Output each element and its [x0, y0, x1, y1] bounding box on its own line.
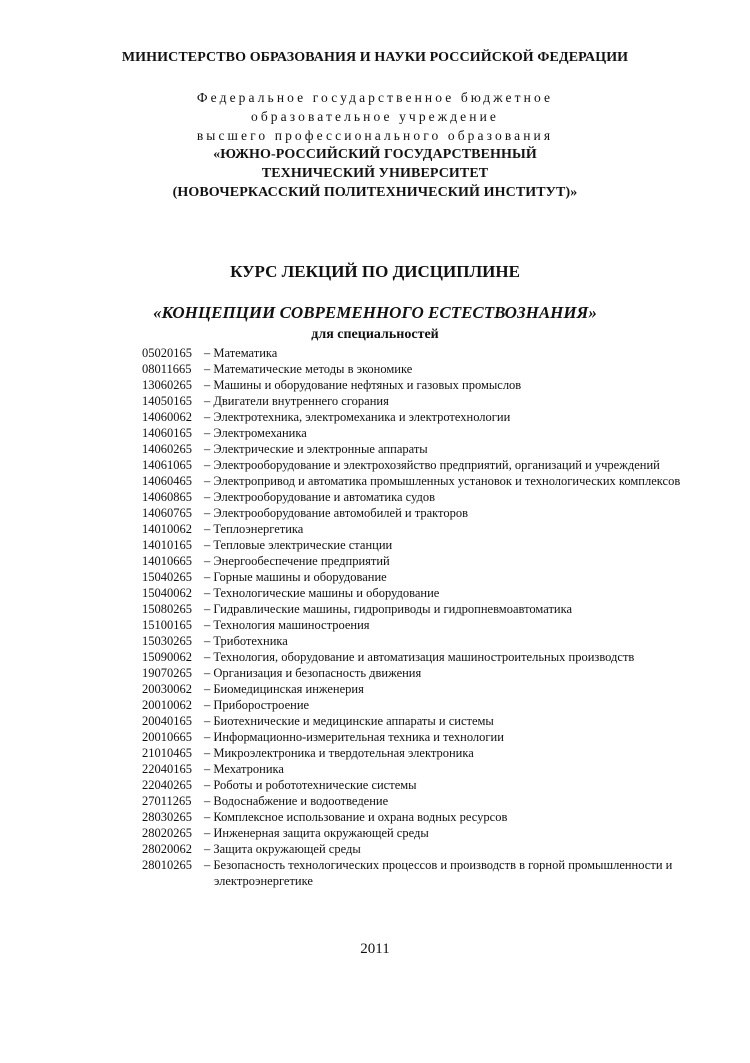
specialty-code: 08011665 — [142, 362, 192, 376]
specialty-code: 14010062 — [142, 522, 192, 536]
specialty-code: 20040165 — [142, 714, 192, 728]
specialty-code: 14010665 — [142, 554, 192, 568]
discipline-title: «КОНЦЕПЦИИ СОВРЕМЕННОГО ЕСТЕСТВОЗНАНИЯ» — [153, 303, 597, 322]
university-name-line: «ЮЖНО-РОССИЙСКИЙ ГОСУДАРСТВЕННЫЙ — [213, 147, 537, 162]
specialty-code: 15030265 — [142, 634, 192, 648]
specialty-code: 28030265 — [142, 810, 192, 824]
institution-line: высшего профессионального образования — [196, 128, 554, 143]
specialty-name: – Технологические машины и оборудование — [204, 586, 440, 600]
specialty-item — [142, 393, 702, 409]
specialty-code: 22040265 — [142, 778, 192, 792]
specialty-item — [142, 409, 702, 425]
institution-block — [0, 88, 750, 202]
specialty-name: – Комплексное использование и охрана водных ресурсов — [204, 810, 508, 824]
specialty-item — [142, 521, 702, 537]
specialty-code: 21010465 — [142, 746, 192, 760]
specialty-item — [142, 665, 702, 681]
university-name-line: (НОВОЧЕРКАССКИЙ ПОЛИТЕХНИЧЕСКИЙ ИНСТИТУТ)» — [172, 185, 578, 200]
specialty-item — [142, 457, 702, 473]
specialty-code: 14060265 — [142, 442, 192, 456]
specialty-item — [142, 377, 702, 393]
specialty-name: – Водоснабжение и водоотведение — [204, 794, 389, 808]
specialty-name: – Технология, оборудование и автоматизация машиностроительных производств — [204, 650, 635, 664]
specialty-code: 14060465 — [142, 474, 192, 488]
specialty-code: 14050165 — [142, 394, 192, 408]
specialty-item — [142, 697, 702, 713]
specialty-item — [142, 601, 702, 617]
specialty-name: – Биотехнические и медицинские аппараты и системы — [204, 714, 494, 728]
university-name-line: ТЕХНИЧЕСКИЙ УНИВЕРСИТЕТ — [261, 166, 489, 181]
specialty-code: 15040265 — [142, 570, 192, 584]
specialty-code: 20030062 — [142, 682, 192, 696]
specialty-code: 19070265 — [142, 666, 192, 680]
specialty-name: – Энергообеспечение предприятий — [204, 554, 390, 568]
specialty-code: 13060265 — [142, 378, 192, 392]
specialty-name: – Безопасность технологических процессов и производств в горной промышленности и электроэнергетике — [204, 858, 673, 888]
specialty-item — [142, 809, 702, 825]
specialty-item — [142, 793, 702, 809]
specialty-name: – Гидравлические машины, гидроприводы и гидропневмоавтоматика — [204, 602, 573, 616]
specialty-code: 14061065 — [142, 458, 192, 472]
specialty-item — [142, 777, 702, 793]
specialty-code: 14060865 — [142, 490, 192, 504]
specialty-name: – Технология машиностроения — [204, 618, 370, 632]
specialty-name: – Приборостроение — [204, 698, 310, 712]
specialty-item — [142, 729, 702, 745]
specialty-name: – Электромеханика — [204, 426, 307, 440]
specialty-name: – Горные машины и оборудование — [204, 570, 387, 584]
specialty-item — [142, 425, 702, 441]
specialty-name: – Организация и безопасность движения — [204, 666, 422, 680]
specialty-name: – Мехатроника — [204, 762, 284, 776]
specialty-name: – Электропривод и автоматика промышленных установок и технологических комплексов — [204, 474, 681, 488]
specialty-item — [142, 489, 702, 505]
specialty-code: 14060062 — [142, 410, 192, 424]
specialty-code: 14010165 — [142, 538, 192, 552]
specialty-code: 14060165 — [142, 426, 192, 440]
specialty-name: – Электрооборудование и электрохозяйство предприятий, организаций и учреждений — [204, 458, 660, 472]
specialty-item — [142, 473, 702, 489]
specialty-code: 15100165 — [142, 618, 192, 632]
specialty-item — [142, 745, 702, 761]
specialty-code: 14060765 — [142, 506, 192, 520]
specialty-item — [142, 633, 702, 649]
institution-line: Федеральное государственное бюджетное — [196, 90, 554, 105]
specialty-name: – Электрооборудование автомобилей и тракторов — [204, 506, 468, 520]
specialty-name: – Электрические и электронные аппараты — [204, 442, 428, 456]
specialty-name: – Тепловые электрические станции — [204, 538, 393, 552]
course-title: КУРС ЛЕКЦИЙ ПО ДИСЦИПЛИНЕ — [230, 262, 520, 281]
specialty-code: 27011265 — [142, 794, 192, 808]
specialty-item — [142, 345, 702, 361]
specialty-code: 20010665 — [142, 730, 192, 744]
specialty-code: 28020265 — [142, 826, 192, 840]
specialty-name: – Машины и оборудование нефтяных и газовых промыслов — [204, 378, 522, 392]
specialty-item — [142, 825, 702, 841]
specialty-list — [142, 345, 702, 889]
specialty-name: – Математические методы в экономике — [204, 362, 413, 376]
ministry-heading: МИНИСТЕРСТВО ОБРАЗОВАНИЯ И НАУКИ РОССИЙСКОЙ ФЕДЕРАЦИИ — [121, 50, 629, 65]
specialty-item — [142, 761, 702, 777]
specialty-code: 20010062 — [142, 698, 192, 712]
specialty-name: – Математика — [204, 346, 278, 360]
specialty-name: – Микроэлектроника и твердотельная электроника — [204, 746, 474, 760]
specialty-item — [142, 713, 702, 729]
specialty-item — [142, 569, 702, 585]
specialty-item — [142, 553, 702, 569]
specialty-name: – Триботехника — [204, 634, 288, 648]
specialty-item — [142, 857, 702, 889]
institution-line: образовательное учреждение — [250, 109, 499, 124]
specialty-name: – Информационно-измерительная техника и технологии — [204, 730, 504, 744]
specialty-item — [142, 649, 702, 665]
specialty-item — [142, 537, 702, 553]
specialty-name: – Теплоэнергетика — [204, 522, 304, 536]
specialty-code: 05020165 — [142, 346, 192, 360]
specialty-name: – Защита окружающей среды — [204, 842, 361, 856]
publication-year: 2011 — [360, 941, 390, 957]
specialty-code: 28020062 — [142, 842, 192, 856]
specialty-name: – Инженерная защита окружающей среды — [204, 826, 429, 840]
for-specialties-label: для специальностей — [311, 327, 439, 342]
specialty-item — [142, 617, 702, 633]
specialty-code: 15040062 — [142, 586, 192, 600]
specialty-name: – Электротехника, электромеханика и электротехнологии — [204, 410, 511, 424]
specialty-item — [142, 841, 702, 857]
specialty-name: – Роботы и робототехнические системы — [204, 778, 417, 792]
specialty-name: – Электрооборудование и автоматика судов — [204, 490, 436, 504]
specialty-item — [142, 585, 702, 601]
specialty-item — [142, 681, 702, 697]
specialty-code: 15080265 — [142, 602, 192, 616]
specialty-item — [142, 505, 702, 521]
specialty-name: – Биомедицинская инженерия — [204, 682, 364, 696]
specialty-code: 15090062 — [142, 650, 192, 664]
specialty-item — [142, 441, 702, 457]
specialty-item — [142, 361, 702, 377]
specialty-code: 22040165 — [142, 762, 192, 776]
specialty-code: 28010265 — [142, 858, 192, 872]
specialty-name: – Двигатели внутреннего сгорания — [204, 394, 389, 408]
